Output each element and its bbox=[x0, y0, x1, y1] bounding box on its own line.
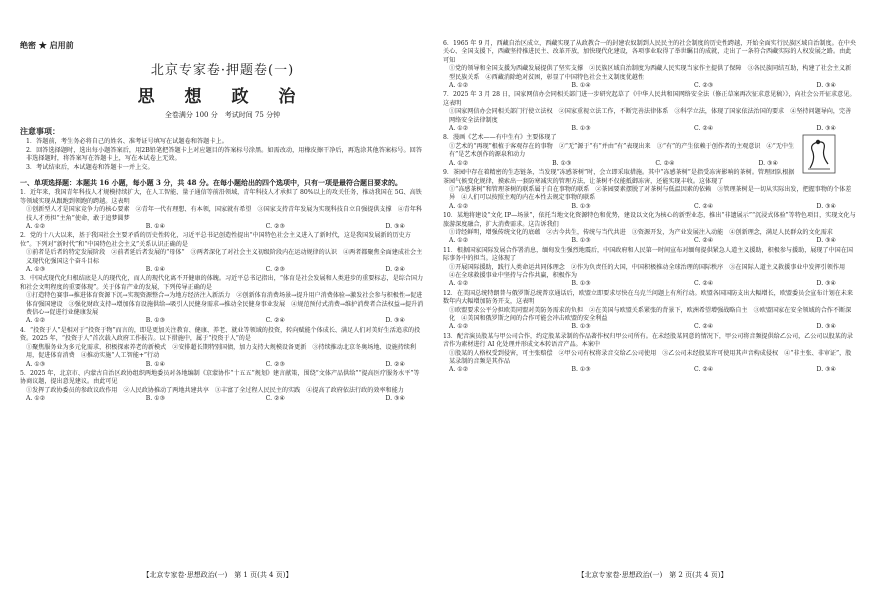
page-footer: 【北京专家卷·思想政治(一) 第 1 页(共 4 页)】 bbox=[142, 571, 293, 579]
choice-c: C. ②③ bbox=[265, 360, 285, 368]
question-stem: 2．党的十八大以来，基于我国社会主要矛盾的历史性转化，习近平总书记创造性提出“中国特色社会主义进入了新时代，这是我国发展新的历史方位”。下列对“新时代”和“中国特色社会主义”关系认识正确的是 bbox=[20, 232, 411, 248]
choice-c: C. ②④ bbox=[694, 202, 714, 210]
choice-c: C. ②④ bbox=[265, 317, 285, 325]
question-2 bbox=[20, 232, 425, 274]
choice-b: B. ①③ bbox=[145, 395, 166, 403]
choice-b: B. ①③ bbox=[571, 323, 591, 331]
answer-choices bbox=[20, 223, 425, 231]
choice-b: B. ①③ bbox=[571, 280, 591, 288]
question-options: ①欧盟要求公平分担欧美同盟对美防务需求的负担 ②在美国与欧盟关系紧张的背景下，欧洲希望增强战略自主 ③欧盟国家在安全领域的合作不断深化 ④美国和俄罗斯之间的合作可能会冲击欧盟的安全利益 bbox=[449, 306, 852, 322]
paper-score-info: 全卷满分 100 分 考试时间 75 分钟 bbox=[164, 111, 281, 119]
question-stem: 10．某地将建设“文化 IP—场景”，依托当地文化资源特色和优势，建设以文化为核心的新型业态，推出“非遗展示”“沉浸式体验”等特色项目，实现文化与旅游深度融合，扩大消费需求。这告诉我们 bbox=[443, 212, 856, 228]
question-options: ①艺术的“再现”根植于客观存在的事物 ②“无”源于“有”并由“有”表现出来 ③“有”的产生依赖于创作者的主观意识 ④“无中生有”是艺术创作的源泉和动力 bbox=[449, 142, 795, 159]
choice-b: B. ①④ bbox=[145, 266, 166, 274]
question-options: ①开展国际援助，践行人类命运共同体理念 ②作为负责任的大国，中国积极推动全球治理的国际秩序 ③在国际人道主义救援事业中发挥引领作用 ④在全球救援事业中坚持与合作共赢，积极作为 bbox=[449, 263, 852, 279]
question-stem: 1．近年来，我国青年科技人才规模持续扩大，在人工智能、量子通信等前沿领域，青年科技人才承担了 80%以上的攻关任务，推动我国在 5G、高铁等领域实现从跟跑到领跑的跨越。这表明 bbox=[20, 189, 422, 205]
answer-choices bbox=[443, 366, 856, 374]
question-7 bbox=[443, 91, 856, 133]
choice-c: C. ②④ bbox=[694, 323, 714, 331]
answer-choices bbox=[20, 395, 425, 403]
choice-d: D. ③④ bbox=[385, 223, 405, 230]
choice-c: C. ②③ bbox=[265, 266, 285, 274]
answer-choices bbox=[443, 125, 856, 133]
choice-a: A. ①② bbox=[26, 223, 46, 230]
choice-d: D. ③④ bbox=[385, 395, 405, 403]
choice-c: C. ②④ bbox=[694, 280, 714, 288]
choice-a: A. ①② bbox=[449, 237, 469, 245]
answer-choices bbox=[20, 317, 425, 325]
choice-b: B. ①③ bbox=[571, 125, 591, 133]
choice-a: A. ①③ bbox=[26, 266, 46, 274]
question-9 bbox=[443, 169, 856, 211]
answer-choices bbox=[443, 280, 856, 288]
choice-b: B. ①③ bbox=[571, 202, 591, 210]
choice-a: A. ①② bbox=[449, 82, 469, 90]
choice-c: C. ②④ bbox=[694, 237, 714, 245]
answer-choices bbox=[20, 266, 425, 274]
question-options: ①诗经鲜明，增强传统文化的底蕴 ②古今共生，传统与当代共进 ③资源开发，为产业发展注入动能 ④创新理念，满足人民群众的文化需求 bbox=[449, 228, 833, 236]
choice-c: C. ②③ bbox=[265, 223, 285, 230]
question-stem: 11．根据国家国际发展合作署消息，缅甸发生强烈地震后，中国政府和人民第一时间宣布对缅甸提供紧急人道主义援助，积极参与援助，展现了中国在国际事务中的担当。这体现了 bbox=[443, 246, 853, 263]
choice-d: D. ③④ bbox=[816, 125, 836, 133]
question-stem: 13．配音演员股某与甲公司合作，约定股某录制的作品著作权归甲公司所有。在未经股某同意的情况下，甲公司将音频提供给乙公司，乙公司以股某的录音作为素材进行 AI 化处理并形成文本转语音产品。本案中 bbox=[443, 332, 853, 349]
choice-c: C. ②④ bbox=[694, 125, 714, 133]
answer-choices bbox=[443, 323, 856, 331]
choice-a: A. ①② bbox=[26, 317, 46, 325]
question-10 bbox=[443, 212, 856, 246]
question-stem: 7．2025 年 3 月 28 日，国家网信办会同相关部门进一步研究起草了《中华人民共和国网络安全法（修正草案再次征求意见稿）》，向社会公开征求意见。这表明 bbox=[443, 91, 856, 107]
question-6 bbox=[443, 40, 856, 90]
choice-b: B. ①④ bbox=[145, 360, 166, 368]
question-8 bbox=[443, 134, 856, 168]
choice-d: D. ③④ bbox=[816, 280, 836, 288]
choice-c: C. ②④ bbox=[265, 395, 285, 403]
choice-d: D. ③④ bbox=[816, 237, 836, 245]
cartoon-illustration bbox=[802, 134, 836, 174]
question-stem: 5．2025 年，北京市、内蒙古自治区政协组织两地委员对各地编制《京蒙协作“十五五”规划》建言献策，围绕“文体产品供给”“提高医疗服务水平”等协商议题，提出意见建议。由此可见 bbox=[20, 369, 420, 386]
choice-d: D. ③④ bbox=[816, 82, 836, 90]
choice-a: A. ①② bbox=[449, 366, 469, 374]
choice-d: D. ③④ bbox=[816, 202, 836, 210]
choice-b: B. ①③ bbox=[552, 159, 572, 167]
question-stem: 6．1965 年 9 月，西藏自治区成立，西藏实现了从政教合一的封建农奴制到人民民主的社会制度的历史性跨越，开始全面实行民族区域自治制度。在中央关心、全国支援下，西藏坚持推进民主、改革开放，加快现代化建设，各项事业取得了举世瞩目的成就，走出了一条符合西藏实际的人权发展之路。由此可知 bbox=[443, 40, 856, 64]
question-3 bbox=[20, 275, 425, 325]
choice-c: C. ②④ bbox=[655, 159, 675, 167]
choice-d: D. ③④ bbox=[816, 366, 836, 374]
question-4 bbox=[20, 327, 425, 369]
question-stem: 4．“投资于人”是相对于“投资于物”而言的，即是更加关注教育、健康、养老、就业等领域的投资，转向赋能个体成长、满足人们对美好生活追求的投资。2025 年，“投资于人”首次载入政府工作报告。以下措施中，属于“投资于人”的是 bbox=[20, 326, 421, 343]
question-options: ①股某的人格权受到侵害，可主张赔偿 ②甲公司有权将录音交给乙公司使用 ③乙公司未经股某许可使用其声音构成侵权 ④“非主张、非审证”，股某录制的音频是其作品 bbox=[449, 349, 852, 366]
question-options: ①聚焦服务业为多元化需求，积极探索养老的新模式 ②安排超长期特别国债，加力支持大规模设备更新 ③持续推动北京冬奥场地、设施持续利用，促进体育消费 ④推动实施“人工智能+”行动 bbox=[26, 343, 416, 360]
paper-title: 北京专家卷·押题卷(一) bbox=[150, 63, 295, 78]
paper-subject: 思 想 政 治 bbox=[137, 87, 308, 107]
choice-d: D. ②④ bbox=[385, 360, 405, 368]
choice-a: A. ①② bbox=[449, 323, 469, 331]
choice-a: A. ①② bbox=[449, 159, 469, 167]
answer-choices bbox=[20, 361, 425, 369]
question-1 bbox=[20, 189, 425, 231]
question-13 bbox=[443, 333, 856, 375]
notes-title: 注意事项： bbox=[20, 126, 60, 136]
choice-d: D. ②④ bbox=[385, 266, 405, 274]
choice-c: C. ②③ bbox=[694, 82, 714, 90]
question-12 bbox=[443, 290, 856, 332]
note-item: 3．考试结束后，本试题卷和答题卡一并上交。 bbox=[26, 163, 154, 171]
page-footer: 【北京专家卷·思想政治(一) 第 2 页(共 4 页)】 bbox=[577, 571, 728, 579]
question-stem: 3．中国式现代化归根结底是人的现代化，而人的现代化离不开健康的体魄。习近平总书记指出，“体育是社会发展和人类进步的重要标志，是综合国力和社会文明程度的重要体现”。关于体育产业的发展，下列传导正确的是 bbox=[20, 275, 424, 291]
question-options: ①发挥了政协委员的参政议政作用 ②人民政协推动了两地共建共享 ③丰富了全过程人民民主的实践 ④提高了政府依法行政的效率和能力 bbox=[26, 386, 404, 394]
question-stem: 9．茶园中存在着精密的生态链条，当发现“冻感茶树”时，会立即采取措施。其中“冻感茶树”是指受冻害影响的茶树。管理团队根据茶园气候变化规律，摸索出一套防寒减灾的管理方法，让茶树不仅能抵御冻害，还能实现丰收。这体现了 bbox=[443, 169, 795, 185]
question-stem: 8．漫画《艺术——有中生有》主要体现了 bbox=[443, 134, 557, 142]
note-item: 1．答题前，考生务必将自己的姓名、准考证号填写在试题卷和答题卡上。 bbox=[26, 138, 228, 145]
choice-d: D. ③④ bbox=[758, 159, 778, 167]
question-options: ①国家网信办会同相关部门行使立法权 ②国家重视立法工作，不断完善法律体系 ③科学立法，体现了国家依法治国的要求 ④坚持问题导向，完善网络安全法律制度 bbox=[449, 108, 852, 124]
answer-choices bbox=[443, 82, 856, 90]
answer-choices bbox=[443, 160, 798, 168]
question-5 bbox=[20, 370, 425, 404]
secret-label: 绝密 ★ 启用前 bbox=[20, 40, 74, 50]
question-options: ①创新型人才是国家竞争力的核心要素 ②青年一代有理想、有本领，国家就有希望 ③国家支持青年发展为实现科技自立自强提供支撑 ④青年科技人才勇担“主角”使命，敢于追梦圆梦 bbox=[26, 206, 423, 222]
choice-a: A. ①② bbox=[26, 395, 46, 403]
choice-b: B. ①③ bbox=[571, 366, 591, 374]
answer-choices bbox=[443, 203, 856, 211]
choice-c: C. ②④ bbox=[694, 366, 714, 374]
choice-b: B. ①③ bbox=[145, 317, 166, 325]
question-stem: 12．在美国总统特朗普与俄罗斯总统普京通话后，欧盟立即要求尽快在乌克兰问题上有所行动。欧盟各国国防支出大幅增长，欧盟委员会宣布计划在未来数年内大幅增加防务开支，这表明 bbox=[443, 289, 853, 306]
choice-d: D. ③④ bbox=[816, 323, 836, 331]
question-options: ①前者是后者的特定发展阶段 ②前者延后者发展的“母体” ③两者深化了对社会主义初级阶段内在运动规律的认识 ④两者都聚焦全面建成社会主义现代化强国这个奋斗目标 bbox=[26, 249, 423, 265]
question-options: ①打造特色赛事→推进体育资源下沉→实现资源整合→为地方经济注入新活力 ②创新体育消费场景→提升用户消费体验→激发社会参与积极性→促进体育强国建设 ③强化财政支持→增加体育设施供给→吸引人民健身需求→推动全民健身事业发展 ④规范预付式消费→维护消费者合法权益→提升消费信心→促进行业健康发展 bbox=[26, 292, 424, 317]
choice-d: D. ③④ bbox=[385, 317, 405, 325]
choice-b: B. ①④ bbox=[145, 223, 166, 230]
choice-a: A. ①③ bbox=[26, 360, 46, 368]
page-right bbox=[435, 0, 870, 590]
question-options: ①“冻感茶树”和管理茶树的联系属于自在事物的联系 ②茶园要素摆脱了对茶树与低温因素的依赖 ③管理茶树是一切从实际出发，把握事物的个体差异 ④人们可以按照主观的内在本性去规定事物的联系 bbox=[449, 185, 852, 202]
choice-a: A. ①② bbox=[449, 202, 469, 210]
choice-a: A. ①② bbox=[449, 280, 469, 288]
note-item: 2．回答选择题时，选出每小题答案后，用2B铅笔把答题卡上对应题目的答案标号涂黑。如需改动，用橡皮擦干净后，再选涂其他答案标号。回答非选择题时，将答案写在答题卡上，写在本试卷上无效。 bbox=[26, 146, 423, 163]
question-11 bbox=[443, 247, 856, 289]
choice-b: B. ①③ bbox=[571, 237, 591, 245]
choice-a: A. ①② bbox=[449, 125, 469, 133]
answer-choices bbox=[443, 237, 856, 245]
section-heading: 一、单项选择题：本题共 16 小题，每小题 3 分，共 48 分。在每小题给出的四个选项中，只有一项是最符合题目要求的。 bbox=[20, 178, 402, 188]
question-options: ①党的领导和全国支援为西藏发展提供了坚实支撑 ②民族区域自治制度为西藏人民实现当家作主提供了保障 ③各民族同结互助，构建了社会主义新型民族关系 ④西藏消除绝对贫困，彰显了中国特色社会主义制度优越性 bbox=[449, 65, 852, 81]
choice-b: B. ①④ bbox=[571, 82, 591, 90]
